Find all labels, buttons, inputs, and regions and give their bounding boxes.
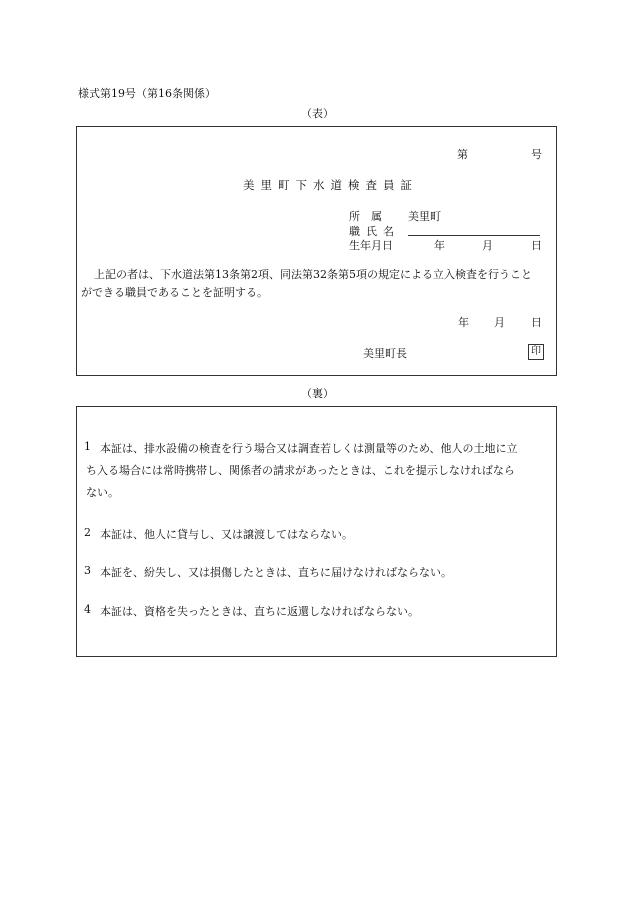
issue-year: 年	[458, 316, 469, 329]
certification-line-2: ができる職員であることを証明する。	[81, 286, 268, 299]
item-4-line-1: 本証は、資格を失ったときは、直ちに返還しなければならない。	[100, 605, 419, 618]
back-card	[76, 406, 557, 657]
item-2-line-1: 本証は、他人に貸与し、又は譲渡してはならない。	[100, 528, 353, 541]
issue-day: 日	[531, 316, 542, 329]
item-number: 3	[84, 564, 91, 577]
back-label: （裏）	[301, 387, 334, 400]
birthdate-label: 生年月日	[349, 239, 393, 252]
number-go: 号	[531, 148, 542, 161]
seal-mark: 印	[528, 344, 544, 360]
front-card	[76, 126, 557, 376]
job-name-field	[408, 223, 540, 236]
form-number: 様式第19号（第16条関係）	[78, 87, 216, 100]
item-1-line-2: ち入る場合には常時携帯し、関係者の請求があったときは、これを提示しなければなら	[86, 464, 515, 477]
birthdate-year: 年	[434, 239, 445, 252]
affiliation-label: 所 属	[349, 210, 382, 223]
item-number: 2	[84, 526, 91, 539]
issue-month: 月	[494, 316, 505, 329]
certification-line-1: 上記の者は、下水道法第13条第2項、同法第32条第5項の規定による立入検査を行うこと	[94, 268, 532, 281]
item-number: 1	[84, 440, 91, 453]
item-number: 4	[84, 603, 91, 616]
item-1-line-1: 本証は、排水設備の検査を行う場合又は調査若しくは測量等のため、他人の土地に立	[100, 442, 518, 455]
front-label: （表）	[301, 107, 334, 120]
item-3-line-1: 本証を、紛失し、又は損傷したときは、直ちに届けなければならない。	[100, 566, 452, 579]
card-title: 美里町下水道検査員証	[243, 178, 418, 192]
birthdate-month: 月	[482, 239, 493, 252]
birthdate-day: 日	[531, 239, 542, 252]
number-dai: 第	[457, 148, 468, 161]
issuer: 美里町長	[363, 347, 407, 360]
job-name-label: 職氏名	[349, 225, 400, 238]
item-1-line-3: ない。	[86, 486, 119, 499]
affiliation-value: 美里町	[408, 210, 441, 223]
